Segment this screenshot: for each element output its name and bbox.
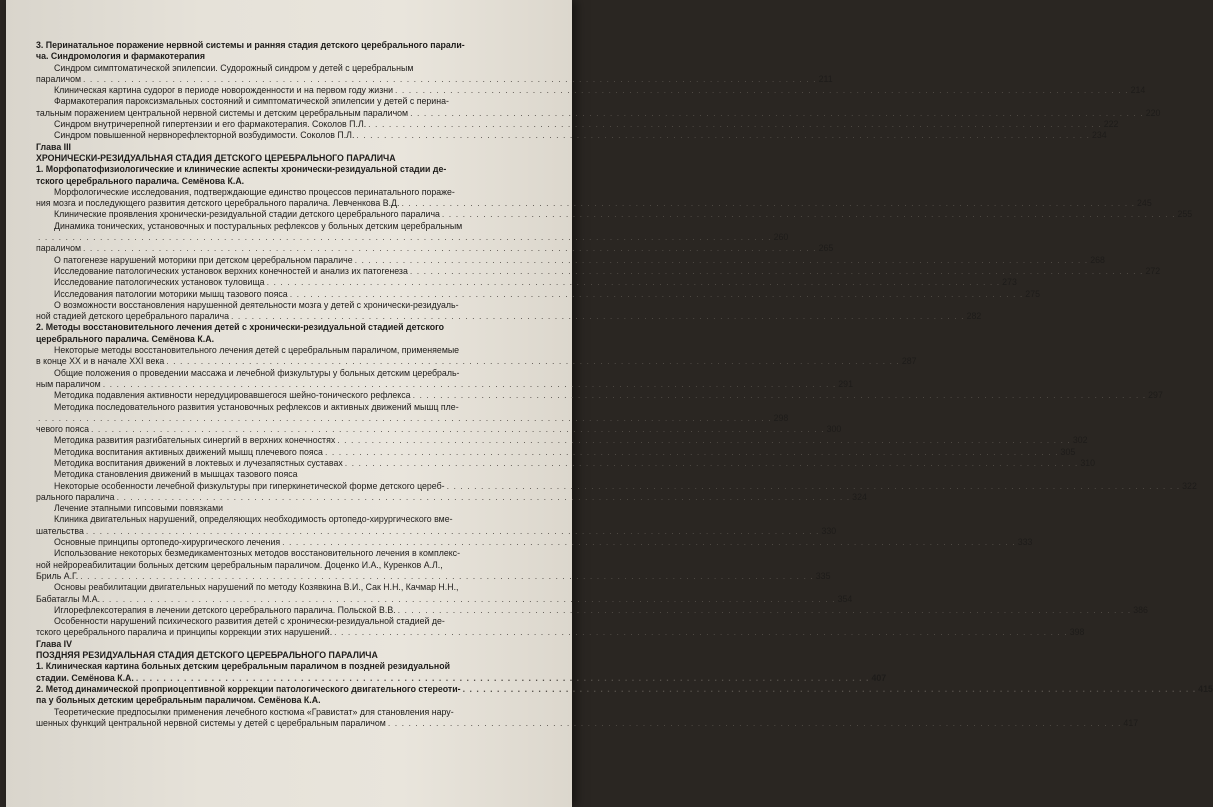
toc-entry [36,570,831,582]
page-number: 268 [1090,254,1105,265]
toc-line: 1. Морфопатофизиологические и клинические аспекты хронически-резидуальной стадии де- [36,164,447,175]
toc-entry-title: Исследования патологии моторики мышц тазового пояса [54,288,288,299]
toc-entry-title: Синдром повышенной нервнорефлекторной возбудимости. Соколов П.Л. [54,130,355,141]
toc-entry-title: ным параличом [36,378,101,389]
toc-line: тского церебрального паралича. Семёнова К.А. [36,175,245,186]
dot-leader [102,594,836,605]
toc-entry-title: шательства [36,525,84,536]
dot-leader [447,481,1181,492]
toc-entry [36,198,1152,209]
toc-line: 2. Методы восстановительного лечения детей с хронически-резидуальной стадией детского [36,322,445,333]
dot-leader [38,413,772,424]
toc-line: Теоретические предпосылки применения лечебного костюма «Гравистат» для становления нару- [54,706,454,717]
toc-entry [36,254,1105,266]
page-number: 273 [1002,277,1017,288]
toc-entry [36,672,887,684]
page-number: 333 [1017,537,1033,548]
dot-leader [355,255,1089,266]
toc-line: О возможности восстановления нарушенной деятельности мозга у детей с хронически-резидуаль- [54,299,459,310]
toc-entry-title: в конце XX и в начале XXI века [36,356,165,367]
page-number: 415 [1198,683,1213,694]
page-number: 302 [1072,435,1088,446]
page-number: 324 [852,491,867,502]
dot-leader [290,289,1024,300]
dot-leader [410,266,1144,277]
toc-entry-title: тского церебрального паралича и принципы коррекции этих нарушений. [36,627,333,638]
dot-leader [401,198,1135,209]
toc-line: ча. Синдромология и фармакотерапия [36,51,205,62]
page-number: 282 [966,311,982,322]
toc-line: Синдром симптоматической эпилепсии. Судорожный синдром у детей с церебральным [54,62,414,73]
dot-leader [368,119,1102,130]
toc-entry [36,491,867,503]
toc-entry [36,311,982,322]
page-number: 310 [1080,457,1096,468]
page-number: 265 [818,243,834,254]
toc-line: Особенности нарушений психического развития детей с хронически-резидуальной стадией де- [54,616,445,627]
toc-entry [36,435,1088,446]
toc-entry [36,356,917,367]
page-number: 330 [821,525,837,536]
toc-entry [36,119,1119,130]
dot-leader [413,390,1147,401]
toc-entry [36,683,1213,695]
page-number: 260 [773,232,789,243]
toc-entry [36,277,1017,288]
toc-line: Лечение этапными гипсовыми повязками [54,503,224,514]
dot-leader [463,684,1197,695]
dot-leader [136,673,870,684]
page-number: 300 [826,424,842,435]
page-number: 222 [1103,119,1119,130]
toc-entry-title: Исследование патологических установок верхних конечностей и анализ их патогенеза [54,265,408,276]
toc-line: 3. Перинатальное поражение нервной системы и ранняя стадия детского церебрального парали- [36,40,465,50]
page-number: 298 [773,412,789,423]
page-number: 211 [818,73,833,84]
page-number: 335 [815,570,831,581]
book-page [6,0,1213,807]
page-number: 255 [1177,209,1193,220]
page-number: 417 [1123,717,1139,728]
toc-entry-title: О патогенезе нарушений моторики при детском церебральном параличе [54,254,353,265]
page-number: 291 [838,378,853,389]
toc-entry [36,525,837,537]
toc-entry-title: Синдром внутричерепной гипертензии и его фармакотерапия. Соколов П.Л. [54,119,367,130]
page-number: 386 [1133,604,1148,615]
toc-entry-title: параличом [36,243,82,254]
page-number: 398 [1069,627,1085,638]
dot-leader [410,108,1144,119]
toc-entry [36,480,1197,492]
toc-line: ХРОНИЧЕСКИ-РЕЗИДУАЛЬНАЯ СТАДИЯ ДЕТСКОГО ЦЕРЕБРАЛЬНОГО ПАРАЛИЧА [36,152,396,163]
toc-entry [36,232,789,243]
dot-leader [83,243,817,254]
page-number: 272 [1145,265,1161,276]
toc-line: Глава IV [36,638,72,649]
toc-entry-title: параличом [36,73,82,84]
toc-entry-title: ной стадией детского церебрального паралича [36,311,230,322]
toc-entry [36,209,1193,220]
page-number: 354 [837,593,853,604]
page-number: 322 [1182,480,1197,491]
toc-line: Фармакотерапия пароксизмальных состояний и симптоматической эпилепсии у детей с перина- [54,96,449,107]
dot-leader [166,356,900,367]
toc-entry [36,265,1161,277]
dot-leader [103,379,837,390]
toc-entry-title: шенных функций центральной нервной системы у детей с церебральным параличом [36,717,386,728]
toc-line: па у больных детским церебральным параличом. Семёнова К.А. [36,695,321,706]
toc-line: Морфологические исследования, подтверждающие единство процессов перинатального пораже- [54,186,455,197]
toc-entry-title: 2. Метод динамической проприоцептивной коррекции патологического двигательного стереоти- [36,683,461,694]
toc-entry [36,73,833,85]
toc-line: Основы реабилитации двигательных нарушений по методу Козявкина В.И., Сак Н.Н., Качмар Н.Н., [54,582,459,593]
toc-line: Динамика тонических, установочных и постуральных рефлексов у больных детским церебральным [54,220,463,231]
table-of-contents [36,40,1213,729]
dot-leader [388,718,1122,729]
toc-entry [36,446,1076,458]
dot-leader [334,627,1068,638]
toc-line: Использование некоторых безмедикаментозных методов восстановительного лечения в комплекс- [54,548,461,559]
toc-line: ной нейрореабилитации больных детским церебральным параличом. Доценко И.А., Куренков А.Л., [36,559,443,570]
toc-entry [36,412,789,424]
dot-leader [282,537,1016,548]
toc-entry [36,107,1161,119]
page-number: 305 [1060,446,1076,457]
toc-entry [36,424,842,435]
toc-entry [36,604,1148,616]
dot-leader [442,209,1176,220]
toc-entry-title: Клиническая картина судорог в периоде новорожденности и на первом году жизни [54,85,394,96]
toc-entry [36,457,1096,469]
page-number: 245 [1137,198,1152,209]
dot-leader [80,571,814,582]
toc-entry [36,627,1085,638]
dot-leader [231,311,965,322]
toc-entry-title: тальным поражением центральной нервной системы и детским церебральным параличом [36,107,409,118]
dot-leader [267,277,1001,288]
toc-entry-title: Методика подавления активности нередуцировавшегося шейно-тонического рефлекса [54,390,411,401]
dot-leader [337,435,1071,446]
toc-line: Глава III [36,141,71,152]
toc-entry [36,717,1139,729]
toc-line: Некоторые методы восстановительного лечения детей с церебральным параличом, применяемые [54,345,460,356]
dot-leader [38,232,772,243]
toc-entry [36,593,853,605]
toc-entry [36,243,834,254]
toc-entry-title: Основные принципы ортопедо-хирургического лечения [54,537,281,548]
toc-entry-title: Методика воспитания движений в локтевых и лучезапястных суставах [54,457,343,468]
toc-line: 1. Клиническая картина больных детским церебральным параличом в поздней резидуальной [36,661,451,672]
page-number: 275 [1025,288,1040,299]
toc-entry-title: Иглорефлексотерапия в лечении детского церебрального паралича. Польской В.В. [54,604,396,615]
toc-entry-title: ния мозга и последующего развития детского церебрального паралича. Левченкова В.Д. [36,198,400,209]
dot-leader [86,526,820,537]
toc-line: Методика становления движений в мышцах тазового пояса [54,469,298,480]
toc-entry-title: Некоторые особенности лечебной физкультуры при гиперкинетической форме детского цереб- [54,480,445,491]
dot-leader [91,424,825,435]
toc-entry [36,378,853,390]
toc-line: Общие положения о проведении массажа и лечебной физкультуры у больных детским церебраль- [54,367,460,378]
toc-entry-title: Исследование патологических установок туловища [54,277,265,288]
toc-entry-title: Бабатаглы М.А. [36,593,101,604]
toc-line: ПОЗДНЯЯ РЕЗИДУАЛЬНАЯ СТАДИЯ ДЕТСКОГО ЦЕРЕБРАЛЬНОГО ПАРАЛИЧА [36,650,378,661]
toc-entry-title: чевого пояса [36,424,90,435]
dot-leader [325,447,1059,458]
page-number: 297 [1148,390,1163,401]
page-number: 287 [901,356,917,367]
toc-entry-title: Клинические проявления хронически-резидуальной стадии детского церебрального паралича [54,209,440,220]
dot-leader [356,130,1090,141]
toc-line: церебрального паралича. Семёнова К.А. [36,333,215,344]
toc-entry-title: Методика воспитания активных движений мышц плечевого пояса [54,446,323,457]
page-number: 407 [871,672,887,683]
toc-entry-title: Бриль А.Г. [36,570,79,581]
dot-leader [398,605,1132,616]
page-number: 220 [1145,107,1161,118]
toc-entry [36,130,1107,141]
page-number: 234 [1091,130,1107,141]
dot-leader [117,492,851,503]
dot-leader [345,458,1079,469]
dot-leader [83,74,817,85]
toc-line: Методика последовательного развития установочных рефлексов и активных движений мышц пле- [54,401,459,412]
page-number: 214 [1130,85,1146,96]
toc-line: Клиника двигательных нарушений, определяющих необходимость ортопедо-хирургического вме- [54,514,453,525]
toc-entry-title: рального паралича [36,491,115,502]
toc-entry [36,288,1040,300]
dot-leader [395,85,1129,96]
toc-entry-title: Методика развития разгибательных синергий в верхних конечностях [54,435,336,446]
toc-entry [36,537,1033,548]
toc-entry [36,390,1163,401]
toc-entry [36,85,1146,96]
toc-entry-title: стадии. Семёнова К.А. [36,672,134,683]
